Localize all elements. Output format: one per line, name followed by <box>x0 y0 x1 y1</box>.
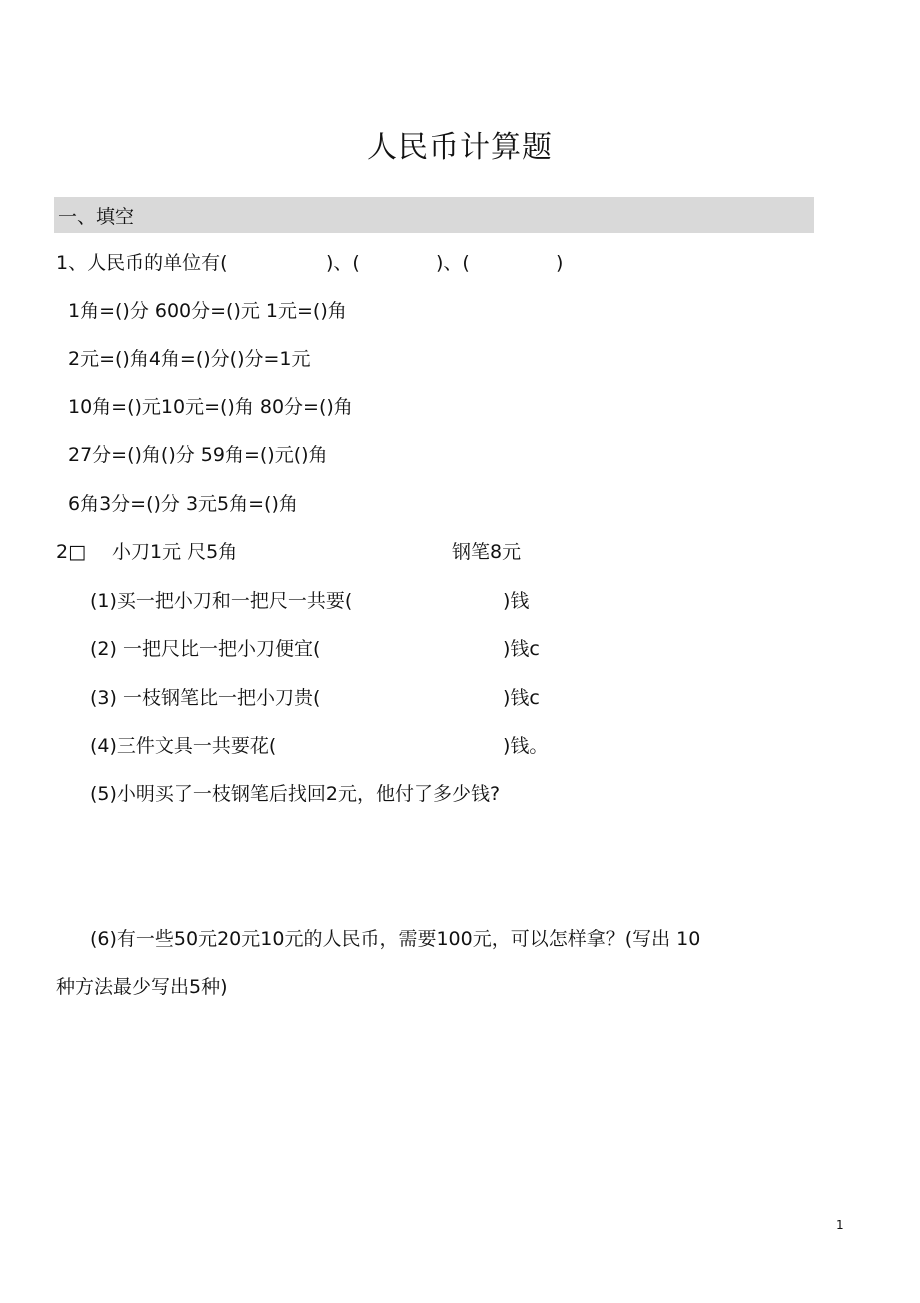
q2-sub-4 <box>90 734 590 758</box>
q2-sub-6-line2: 种方法最少写出5种) <box>56 976 228 998</box>
q2-header <box>56 540 656 564</box>
q2-sub-3 <box>90 686 590 710</box>
q1-intro-part-c: )、( <box>436 252 470 274</box>
page-title: 人民币计算题 <box>367 130 553 165</box>
q2-items-left: 小刀1元 尺5角 <box>112 541 238 563</box>
section-label: 一、填空 <box>58 206 135 228</box>
q1-intro-part-a: 1、人民币的单位有( <box>56 252 228 274</box>
q2-number: 2□ <box>56 541 87 563</box>
q1-row: 27分=()角()分 59角=()元()角 <box>68 444 328 466</box>
q2-sub-2 <box>90 637 590 661</box>
q2-sub-1 <box>90 589 590 613</box>
q1-intro <box>56 251 656 275</box>
q2-sub-5: (5)小明买了一枝钢笔后找回2元，他付了多少钱? <box>90 783 501 805</box>
q1-row: 2元=()角4角=()分()分=1元 <box>68 348 311 370</box>
q1-row: 6角3分=()分 3元5角=()角 <box>68 493 298 515</box>
q1-intro-part-d: ) <box>556 252 564 274</box>
q1-row: 10角=()元10元=()角 80分=()角 <box>68 396 353 418</box>
q2-sub-6-line1: (6)有一些50元20元10元的人民币，需要100元，可以怎样拿？(写出 10 <box>90 928 701 950</box>
q2-sub-end: )钱 <box>503 590 530 612</box>
q2-sub-end: )钱c <box>503 687 540 709</box>
q2-sub-text: (4)三件文具一共要花( <box>90 735 277 757</box>
q2-items-right: 钢笔8元 <box>452 541 522 563</box>
page-number: 1 <box>836 1218 844 1232</box>
q2-sub-text: (1)买一把小刀和一把尺一共要( <box>90 590 353 612</box>
section-header <box>54 197 814 233</box>
q2-sub-text: (2) 一把尺比一把小刀便宜( <box>90 638 321 660</box>
q2-sub-text: (3) 一枝钢笔比一把小刀贵( <box>90 687 321 709</box>
q2-sub-end: )钱。 <box>503 735 549 757</box>
q1-row: 1角=()分 600分=()元 1元=()角 <box>68 300 347 322</box>
q1-intro-part-b: )、( <box>326 252 360 274</box>
q2-sub-end: )钱c <box>503 638 540 660</box>
